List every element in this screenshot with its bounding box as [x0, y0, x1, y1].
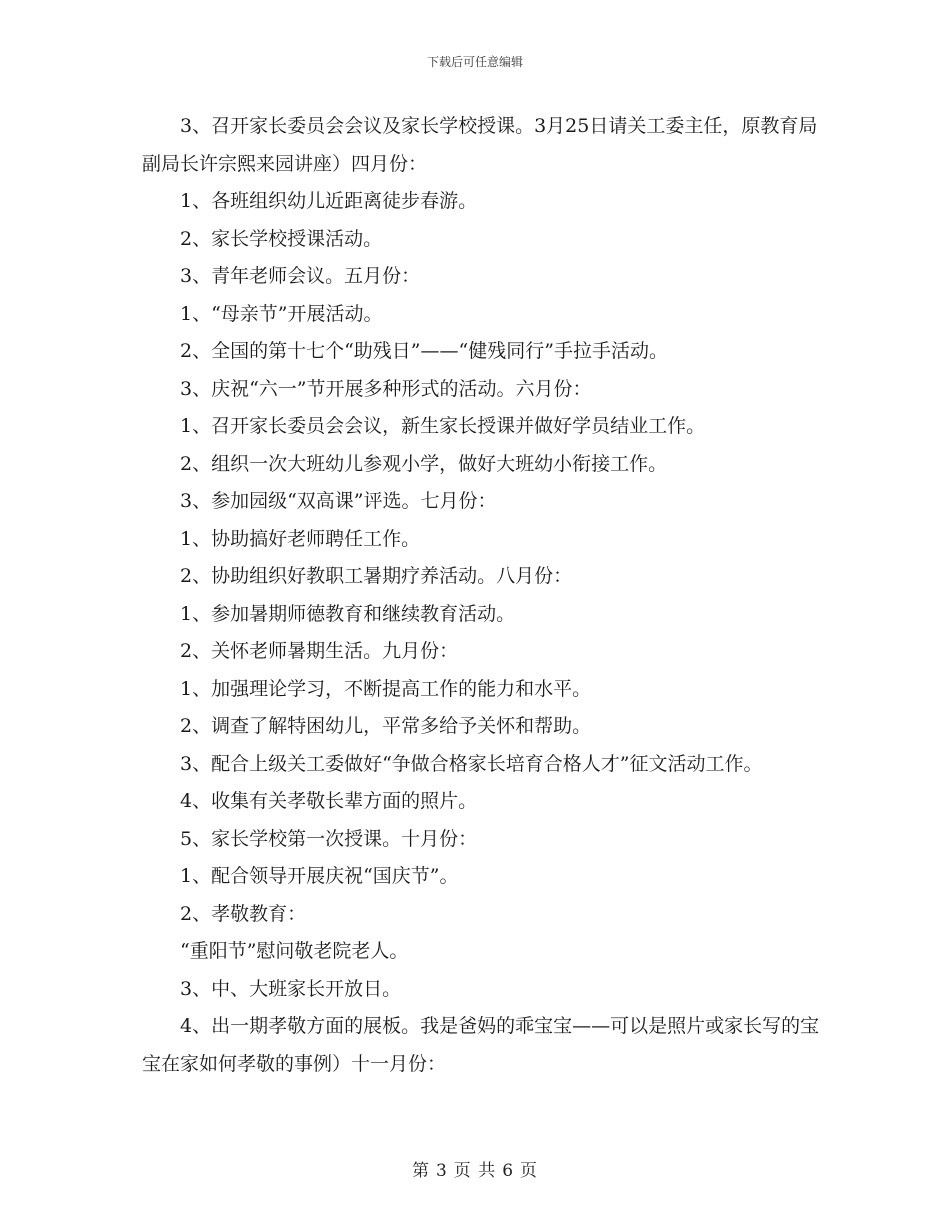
- paragraph: 2、关怀老师暑期生活。九月份：: [180, 640, 459, 662]
- paragraph: 4、出一期孝敬方面的展板。我是爸妈的乖宝宝——可以是照片或家长写的宝宝在家如何孝敬的事例）十一月份：: [142, 1015, 820, 1075]
- paragraph: 2、家长学校授课活动。: [180, 227, 383, 250]
- footer-prefix: 第: [411, 1161, 430, 1181]
- footer-suffix: 页: [520, 1161, 539, 1181]
- current-page-number: 3: [435, 1161, 448, 1181]
- page-header: 下载后可任意编辑: [426, 55, 523, 69]
- paragraph: 3、参加园级“双高课”评选。七月份：: [180, 490, 497, 512]
- paragraph: 1、协助搞好老师聘任工作。: [180, 527, 421, 550]
- paragraph: 2、孝敬教育：: [180, 902, 307, 925]
- paragraph: 1、“母亲节”开展活动。: [180, 302, 383, 325]
- document-body: [142, 108, 822, 1083]
- paragraph: 2、调查了解特困幼儿，平常多给予关怀和帮助。: [180, 715, 592, 737]
- paragraph: 1、各班组织幼儿近距离徒步春游。: [180, 190, 478, 212]
- paragraph: 2、全国的第十七个“助残日”——“健残同行”手拉手活动。: [180, 340, 668, 362]
- paragraph: 1、加强理论学习，不断提高工作的能力和水平。: [180, 677, 592, 700]
- paragraph: 3、庆祝“六一”节开展多种形式的活动。六月份：: [180, 377, 592, 400]
- paragraph: 3、召开家长委员会会议及家长学校授课。3月25日请关工委主任，原教育局副局长许宗熙来园讲座）四月份：: [142, 115, 818, 175]
- paragraph: 4、收集有关孝敬长辈方面的照片。: [180, 790, 478, 812]
- total-page-count: 6: [502, 1161, 515, 1181]
- paragraph: 5、家长学校第一次授课。十月份：: [180, 827, 478, 850]
- paragraph: 1、配合领导开展庆祝“国庆节”。: [180, 865, 459, 887]
- paragraph: 3、配合上级关工委做好“争做合格家长培育合格人才”征文活动工作。: [180, 752, 763, 775]
- paragraph: 2、协助组织好教职工暑期疗养活动。八月份：: [180, 565, 573, 587]
- paragraph: “重阳节”慰问敬老院老人。: [180, 940, 409, 962]
- paragraph: 1、召开家长委员会会议，新生家长授课并做好学员结业工作。: [180, 415, 706, 437]
- paragraph: 3、中、大班家长开放日。: [180, 977, 402, 1000]
- footer-middle: 页 共: [453, 1161, 497, 1181]
- paragraph: 2、组织一次大班幼儿参观小学，做好大班幼小衔接工作。: [180, 452, 668, 475]
- page-number-footer: [0, 1156, 950, 1181]
- paragraph: 3、青年老师会议。五月份：: [180, 265, 421, 287]
- paragraph: 1、参加暑期师德教育和继续教育活动。: [180, 602, 516, 625]
